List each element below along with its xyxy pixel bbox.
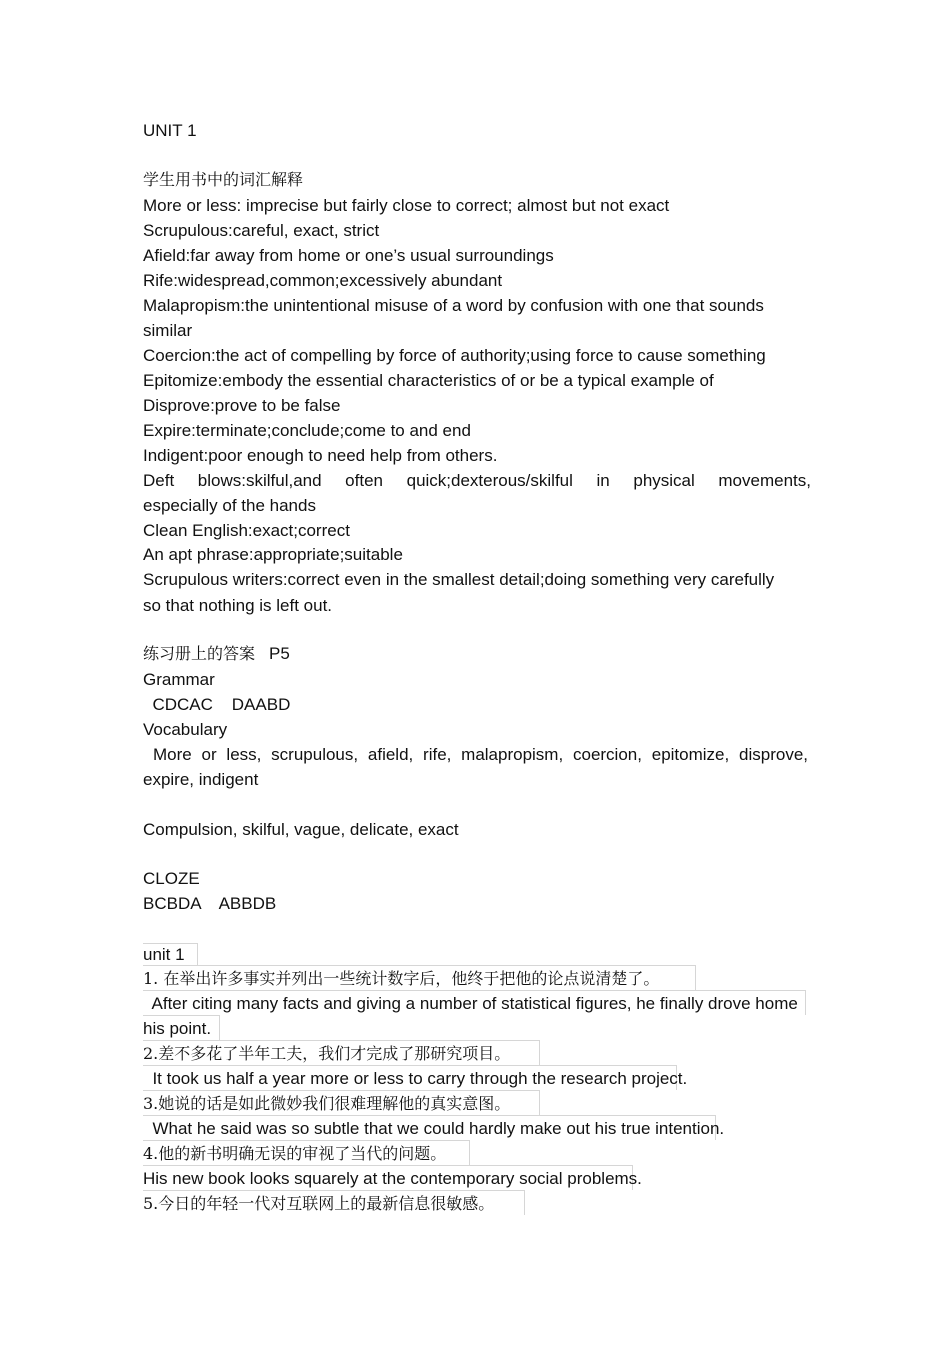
grammar-answers: CDCAC DAABD bbox=[143, 695, 291, 714]
translation-line: It took us half a year more or less to carry through the research project. bbox=[143, 1065, 677, 1090]
vocabulary-answers-extra: Compulsion, skilful, vague, delicate, exact bbox=[143, 820, 459, 839]
grammar-label: Grammar bbox=[143, 670, 215, 689]
vocab-line: similar bbox=[143, 321, 193, 340]
translation-line: 5.今日的年轻一代对互联网上的最新信息很敏感。 bbox=[143, 1190, 525, 1215]
answers-page-ref: P5 bbox=[269, 644, 290, 663]
answers-heading bbox=[143, 644, 290, 664]
translation-heading: unit 1 bbox=[143, 943, 198, 965]
vocab-line: Epitomize:embody the essential characteristics of or be a typical example of bbox=[143, 371, 714, 390]
vocab-line: Scrupulous:careful, exact, strict bbox=[143, 221, 380, 240]
vocabulary-label: Vocabulary bbox=[143, 720, 228, 739]
vocab-line: Expire:terminate;conclude;come to and end bbox=[143, 421, 471, 440]
translation-line: After citing many facts and giving a number of statistical figures, he finally drove home bbox=[143, 990, 806, 1015]
vocab-line: especially of the hands bbox=[143, 496, 316, 515]
translation-line: 3.她说的话是如此微妙我们很难理解他的真实意图。 bbox=[143, 1090, 540, 1115]
vocabulary-answers: More or less, scrupulous, afield, rife, malapropism, coercion, epitomize, disprove, bbox=[153, 745, 808, 764]
vocabulary-answers-cont: expire, indigent bbox=[143, 770, 259, 789]
vocab-line: Deft blows:skilful,and often quick;dexterous/skilful in physical movements, bbox=[143, 471, 811, 490]
vocab-line: Afield:far away from home or one’s usual surroundings bbox=[143, 246, 554, 265]
vocab-line: Clean English:exact;correct bbox=[143, 521, 350, 540]
vocab-line: Coercion:the act of compelling by force of authority;using force to cause something bbox=[143, 346, 766, 365]
vocab-line: so that nothing is left out. bbox=[143, 596, 333, 615]
translation-line: What he said was so subtle that we could hardly make out his true intention. bbox=[143, 1115, 716, 1140]
vocab-heading: 学生用书中的词汇解释 bbox=[143, 170, 304, 189]
vocab-line: An apt phrase:appropriate;suitable bbox=[143, 545, 403, 564]
vocab-line: Rife:widespread,common;excessively abundant bbox=[143, 271, 503, 290]
translation-line: his point. bbox=[143, 1015, 220, 1040]
translation-line: His new book looks squarely at the contemporary social problems. bbox=[143, 1165, 633, 1190]
cloze-answers: BCBDA ABBDB bbox=[143, 894, 277, 913]
vocab-line: Malapropism:the unintentional misuse of a word by confusion with one that sounds bbox=[143, 296, 764, 315]
vocab-line: More or less: imprecise but fairly close to correct; almost but not exact bbox=[143, 196, 670, 215]
vocab-line: Indigent:poor enough to need help from others. bbox=[143, 446, 498, 465]
vocab-line: Scrupulous writers:correct even in the smallest detail;doing something very carefully bbox=[143, 570, 775, 589]
answers-heading-zh: 练习册上的答案 bbox=[143, 644, 256, 663]
unit-heading: UNIT 1 bbox=[143, 121, 197, 140]
translation-line: 2.差不多花了半年工夫，我们才完成了那研究项目。 bbox=[143, 1040, 540, 1065]
cloze-label: CLOZE bbox=[143, 869, 200, 888]
vocab-line: Disprove:prove to be false bbox=[143, 396, 341, 415]
translation-line: 4.他的新书明确无误的审视了当代的问题。 bbox=[143, 1140, 470, 1165]
translation-line: 1. 在举出许多事实并列出一些统计数字后，他终于把他的论点说清楚了。 bbox=[143, 965, 696, 990]
